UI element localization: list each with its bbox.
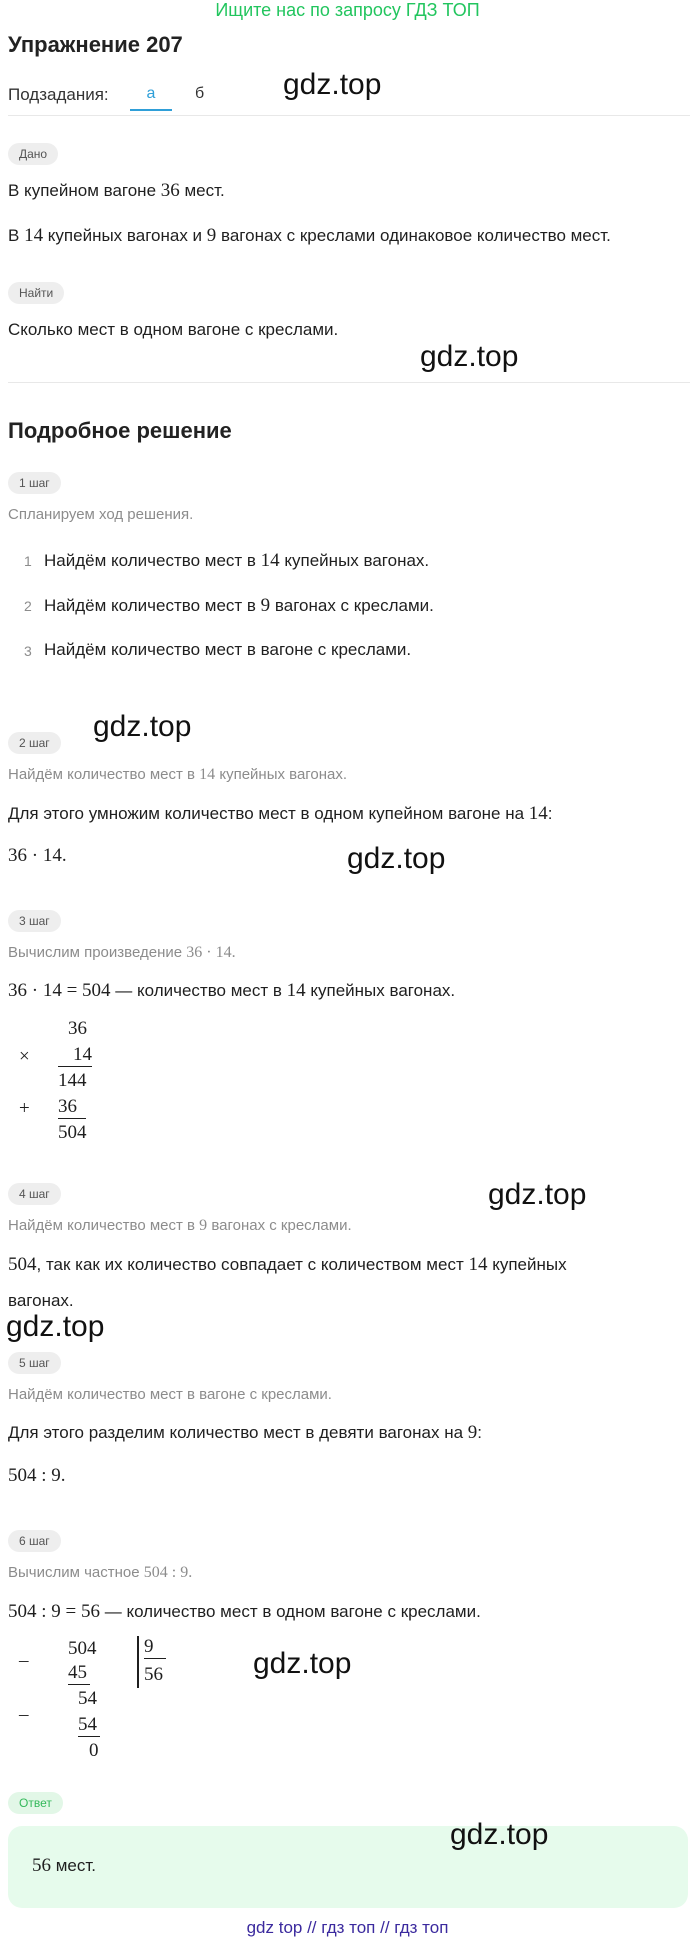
list-number: 3	[24, 643, 32, 659]
div-rem-1: 54	[78, 1688, 97, 1709]
solution-title: Подробное решение	[8, 418, 232, 443]
divider	[8, 382, 690, 383]
search-banner: Ищите нас по запросу ГДЗ ТОП	[215, 0, 480, 20]
answer-box	[8, 1826, 688, 1908]
page-title: Упражнение 207	[8, 32, 183, 57]
step-badge: 4 шаг	[8, 1183, 61, 1205]
list-item: Найдём количество мест в 14 купейных вагонах.	[44, 550, 430, 571]
step-badge: 3 шаг	[8, 910, 61, 932]
step-hint: Вычислим частное 504 : 9.	[8, 1564, 193, 1581]
answer-text: 56 мест.	[32, 1855, 96, 1876]
given-line-1: В купейном вагоне 36 мест.	[8, 180, 225, 201]
times-sign: ×	[19, 1046, 30, 1067]
minus-sign: –	[19, 1704, 29, 1725]
step-hint: Спланируем ход решения.	[8, 506, 194, 523]
footer-links[interactable]: gdz top // гдз топ // гдз топ	[246, 1918, 449, 1937]
watermark: gdz.top	[420, 340, 519, 373]
col-operand-b: 14	[58, 1044, 92, 1067]
watermark: gdz.top	[283, 68, 382, 101]
find-badge: Найти	[8, 282, 64, 304]
div-bar	[137, 1636, 139, 1688]
step-hint: Найдём количество мест в 14 купейных вагонах.	[8, 766, 348, 783]
list-item: Найдём количество мест в 9 вагонах с креслами.	[44, 595, 434, 616]
step-hint: Найдём количество мест в вагоне с креслами.	[8, 1386, 332, 1403]
watermark: gdz.top	[93, 710, 192, 743]
div-sub-2: 54	[78, 1714, 100, 1737]
div-sub-1: 45	[68, 1662, 90, 1685]
given-badge: Дано	[8, 143, 58, 165]
step-hint: Найдём количество мест в 9 вагонах с креслами.	[8, 1217, 352, 1234]
expression: 36 · 14.	[8, 845, 67, 866]
given-line-2: В 14 купейных вагонах и 9 вагонах с креслами одинаковое количество мест.	[8, 225, 611, 246]
minus-sign: –	[19, 1650, 29, 1671]
step-equation: 36 · 14 = 504 — количество мест в 14 купейных вагонах.	[8, 980, 456, 1001]
step-badge: 5 шаг	[8, 1352, 61, 1374]
step-text: 504, так как их количество совпадает с количеством мест 14 купейных	[8, 1254, 567, 1275]
step-hint: Вычислим произведение 36 · 14.	[8, 944, 236, 961]
div-rem-2: 0	[89, 1740, 99, 1761]
step-badge: 1 шаг	[8, 472, 61, 494]
plus-sign: +	[19, 1098, 30, 1119]
step-badge: 6 шаг	[8, 1530, 61, 1552]
watermark: gdz.top	[253, 1647, 352, 1680]
col-partial-2: 36	[58, 1096, 86, 1119]
list-number: 2	[24, 598, 32, 614]
col-operand-a: 36	[68, 1018, 87, 1039]
list-number: 1	[24, 553, 32, 569]
watermark: gdz.top	[6, 1310, 105, 1343]
list-item: Найдём количество мест в вагоне с креслами.	[44, 640, 412, 659]
div-quotient: 56	[144, 1664, 163, 1685]
col-result: 504	[58, 1122, 87, 1143]
expression: 504 : 9.	[8, 1465, 66, 1486]
answer-badge: Ответ	[8, 1792, 63, 1814]
step-text: Для этого разделим количество мест в девяти вагонах на 9:	[8, 1422, 483, 1443]
step-equation: 504 : 9 = 56 — количество мест в одном вагоне с креслами.	[8, 1601, 481, 1622]
subtasks-label: Подзадания:	[8, 85, 109, 104]
tab-b[interactable]: б	[195, 85, 205, 102]
watermark: gdz.top	[347, 842, 446, 875]
div-dividend: 504	[68, 1638, 97, 1659]
watermark: gdz.top	[450, 1818, 549, 1851]
watermark: gdz.top	[488, 1178, 587, 1211]
step-badge: 2 шаг	[8, 732, 61, 754]
div-divisor: 9	[144, 1636, 166, 1659]
tab-a[interactable]: а	[130, 85, 172, 111]
divider	[8, 115, 690, 116]
find-text: Сколько мест в одном вагоне с креслами.	[8, 320, 339, 339]
step-text-cont: вагонах.	[8, 1291, 74, 1310]
step-text: Для этого умножим количество мест в одном купейном вагоне на 14:	[8, 803, 553, 824]
col-partial-1: 144	[58, 1070, 87, 1091]
